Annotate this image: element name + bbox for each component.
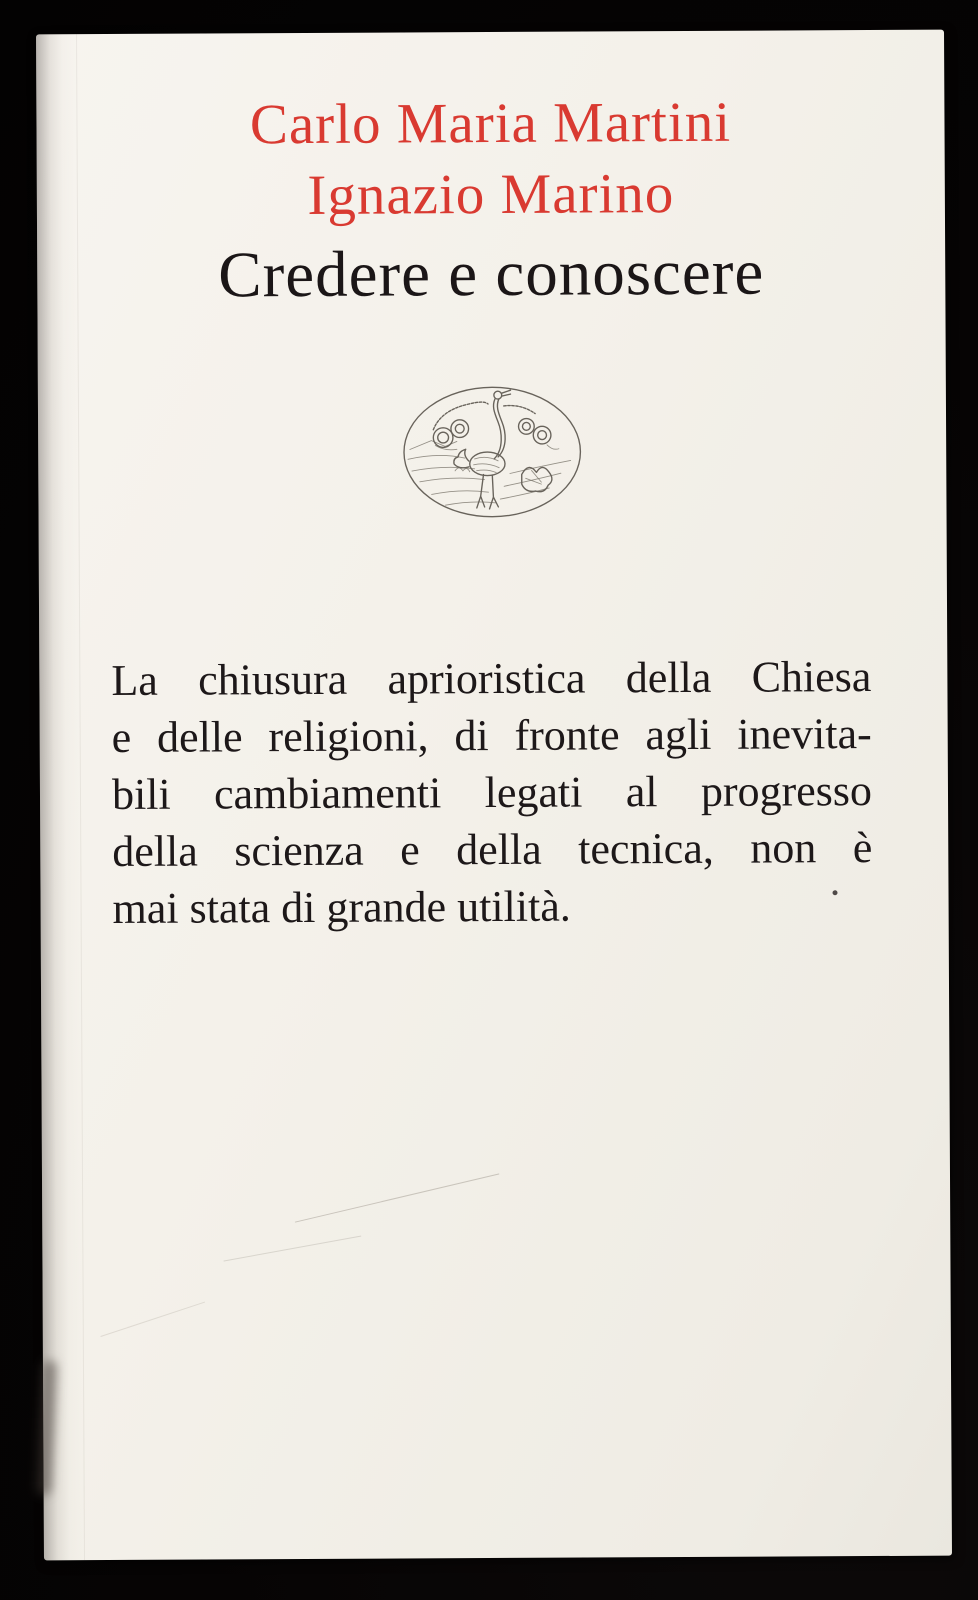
blurb-line: mai stata di grande utilità. bbox=[112, 881, 571, 933]
book-title: Credere e conoscere bbox=[218, 236, 765, 312]
cover-scratch bbox=[100, 1302, 205, 1337]
blurb-line: e delle religioni, di fronte agli inevita- bbox=[111, 709, 872, 763]
blurb bbox=[111, 648, 872, 937]
ink-dot-artifact bbox=[833, 890, 838, 895]
author-names bbox=[36, 86, 945, 233]
ostrich-emblem-icon bbox=[394, 379, 591, 526]
author-line-1: Carlo Maria Martini bbox=[249, 90, 732, 157]
cover-scratch bbox=[295, 1173, 500, 1222]
publisher-logo bbox=[38, 378, 947, 534]
author-line-2: Ignazio Marino bbox=[307, 162, 675, 227]
cover-scratch bbox=[223, 1236, 361, 1262]
book-cover bbox=[36, 30, 952, 1561]
blurb-line: bili cambiamenti legati al progresso bbox=[111, 766, 873, 819]
blurb-line: La chiusura aprioristica della Chiesa bbox=[111, 652, 872, 706]
blurb-line: della scienza e della tecnica, non è bbox=[112, 823, 873, 876]
